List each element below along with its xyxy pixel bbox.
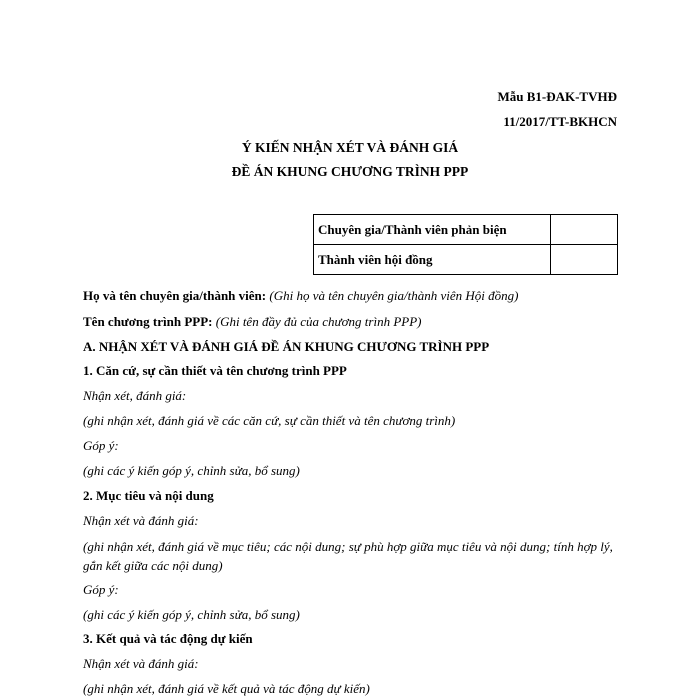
program-name-label: Tên chương trình PPP:: [83, 314, 213, 329]
role-checkbox-council-member[interactable]: [551, 245, 618, 275]
member-name-label: Họ và tên chuyên gia/thành viên:: [83, 288, 267, 303]
role-label-reviewer: Chuyên gia/Thành viên phản biện: [314, 215, 551, 245]
document-title-line-1: Ý KIẾN NHẬN XÉT VÀ ĐÁNH GIÁ: [241, 140, 459, 155]
item-2-comment-label: Góp ý:: [83, 582, 119, 597]
document-title-line-2: ĐỀ ÁN KHUNG CHƯƠNG TRÌNH PPP: [231, 164, 469, 179]
form-reference: 11/2017/TT-BKHCN: [503, 114, 617, 129]
item-1-comment-hint: (ghi các ý kiến góp ý, chỉnh sửa, bổ sung): [83, 463, 300, 478]
item-2-heading: 2. Mục tiêu và nội dung: [83, 488, 214, 503]
item-2-comment-hint: (ghi các ý kiến góp ý, chỉnh sửa, bổ sung): [83, 607, 300, 622]
item-1-review-label: Nhận xét, đánh giá:: [83, 388, 187, 403]
role-selection-table: [313, 214, 618, 275]
role-label-council-member: Thành viên hội đồng: [314, 245, 551, 275]
item-3-review-hint: (ghi nhận xét, đánh giá về kết quả và tác động dự kiến): [83, 681, 370, 696]
item-2-review-label: Nhận xét và đánh giá:: [83, 513, 199, 528]
role-checkbox-reviewer[interactable]: [551, 215, 618, 245]
item-1-review-hint: (ghi nhận xét, đánh giá về các căn cứ, sự cần thiết và tên chương trình): [83, 413, 456, 428]
item-1-heading: 1. Căn cứ, sự cần thiết và tên chương trình PPP: [83, 363, 347, 378]
member-name-hint: (Ghi họ và tên chuyên gia/thành viên Hội đồng): [269, 288, 519, 303]
item-3-heading: 3. Kết quả và tác động dự kiến: [83, 631, 253, 646]
program-name-hint: (Ghi tên đầy đủ của chương trình PPP): [215, 314, 422, 329]
item-3-review-label: Nhận xét và đánh giá:: [83, 656, 199, 671]
item-2-review-hint: (ghi nhận xét, đánh giá về mục tiêu; các nội dung; sự phù hợp giữa mục tiêu và nội dung; tính hợp lý, gắn kết giữa các nội dung): [83, 539, 613, 573]
table-row: [314, 215, 618, 245]
form-code: Mẫu B1-ĐAK-TVHĐ: [497, 89, 617, 104]
member-name-field: [83, 288, 518, 304]
table-row: [314, 245, 618, 275]
item-1-comment-label: Góp ý:: [83, 438, 119, 453]
section-a-heading: A. NHẬN XÉT VÀ ĐÁNH GIÁ ĐỀ ÁN KHUNG CHƯƠNG TRÌNH PPP: [83, 339, 490, 354]
program-name-field: [83, 314, 421, 330]
